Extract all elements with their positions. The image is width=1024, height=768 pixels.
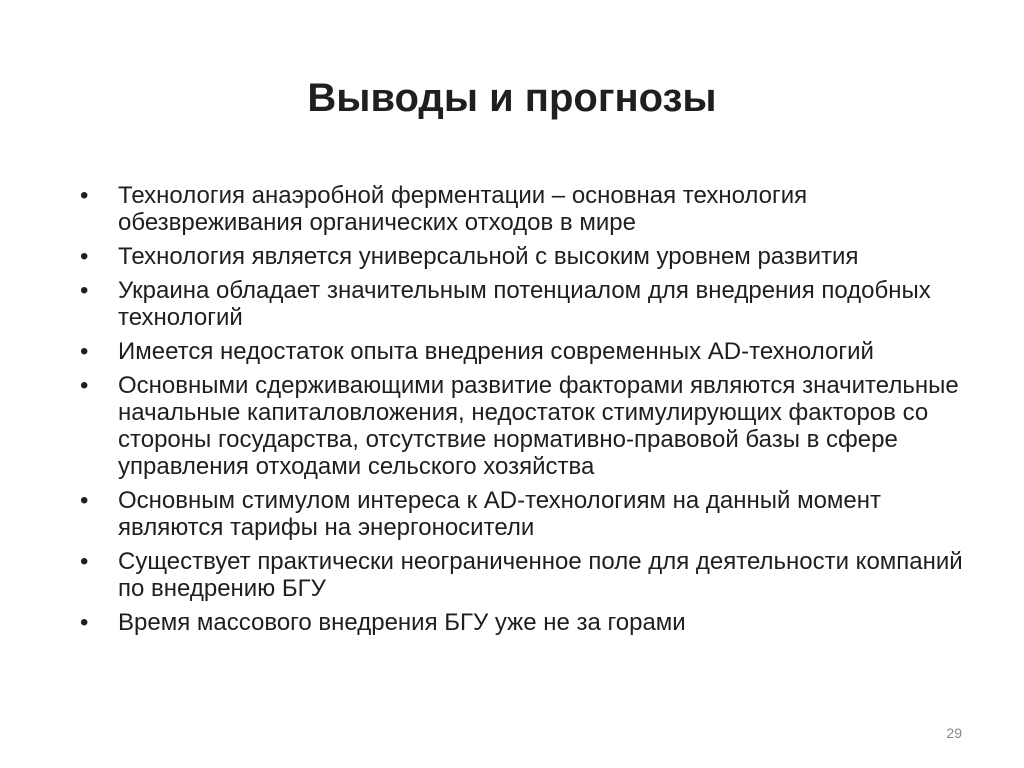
bullet-text: Технология анаэробной ферментации – основная технология обезвреживания органических отходов в мире (118, 182, 808, 236)
bullet-icon: • (80, 277, 89, 304)
bullet-icon: • (80, 372, 89, 399)
bullet-icon: • (80, 548, 89, 575)
bullet-text: Украина обладает значительным потенциалом для внедрения подобных технологий (118, 277, 931, 331)
bullet-list (78, 182, 968, 643)
slide-title: Выводы и прогнозы (307, 76, 717, 120)
bullet-text: Основными сдерживающими развитие факторами являются значительные начальные капиталовложения, недостаток стимулирующих факторов со стороны государства, отсутствие нормативно-правовой базы в сфере управления отходами сельского хозяйства (118, 372, 959, 480)
bullet-text: Имеется недостаток опыта внедрения современных AD-технологий (118, 338, 874, 365)
bullet-item (78, 372, 968, 480)
bullet-icon: • (80, 338, 89, 365)
bullet-text: Существует практически неограниченное поле для деятельности компаний по внедрению БГУ (118, 548, 963, 602)
bullet-text: Технология является универсальной с высоким уровнем развития (118, 243, 859, 270)
bullet-item (78, 487, 968, 541)
bullet-text: Время массового внедрения БГУ уже не за горами (118, 609, 686, 636)
bullet-item (78, 548, 968, 602)
bullet-icon: • (80, 609, 89, 636)
page-number: 29 (946, 725, 962, 741)
bullet-icon: • (80, 182, 89, 209)
bullet-item (78, 243, 968, 270)
bullet-item (78, 609, 968, 636)
bullet-item (78, 182, 968, 236)
bullet-item (78, 338, 968, 365)
bullet-item (78, 277, 968, 331)
bullet-text: Основным стимулом интереса к AD-технологиям на данный момент являются тарифы на энергоносители (118, 487, 882, 541)
bullet-icon: • (80, 243, 89, 270)
bullet-icon: • (80, 487, 89, 514)
